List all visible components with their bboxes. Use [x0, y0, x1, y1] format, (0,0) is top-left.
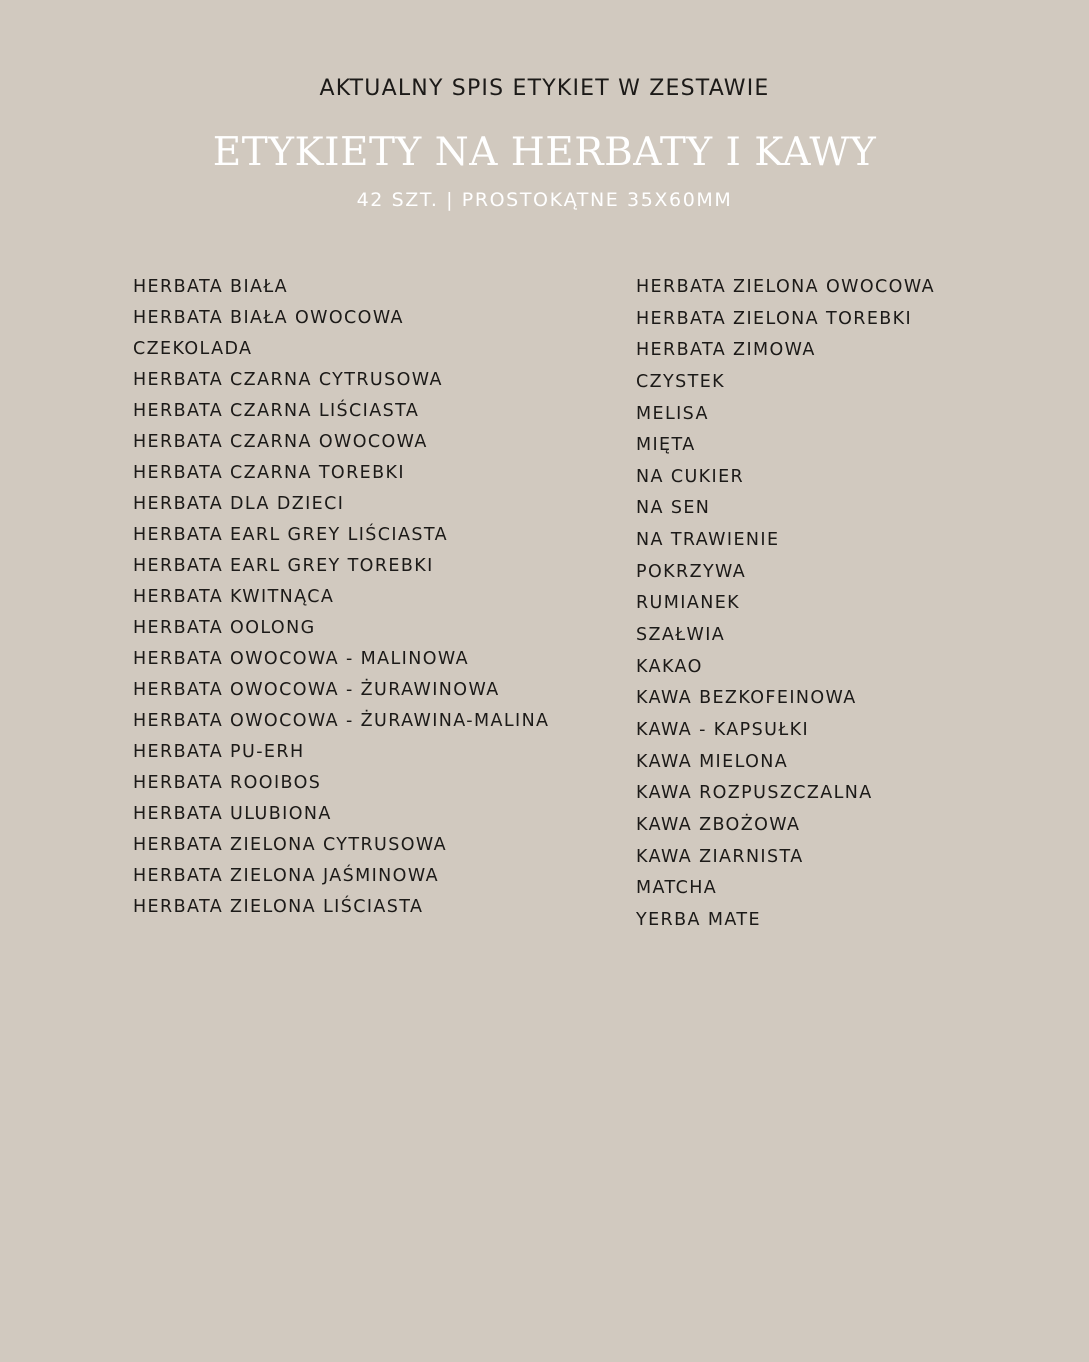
list-item: HERBATA CZARNA TOREBKI [133, 463, 405, 483]
list-item: HERBATA OWOCOWA - ŻURAWINOWA [133, 680, 500, 700]
list-item: HERBATA CZARNA CYTRUSOWA [133, 370, 443, 390]
list-item: KAWA BEZKOFEINOWA [636, 688, 857, 709]
list-item: MELISA [636, 403, 709, 424]
list-item: MATCHA [636, 878, 718, 899]
list-item: CZEKOLADA [133, 339, 253, 359]
list-item: MIĘTA [636, 435, 696, 456]
list-item: CZYSTEK [636, 371, 726, 392]
list-item: KAWA ZIARNISTA [636, 846, 804, 867]
list-item: NA TRAWIENIE [636, 530, 780, 551]
list-item: HERBATA PU-ERH [133, 742, 305, 762]
list-item: HERBATA EARL GREY LIŚCIASTA [133, 525, 448, 545]
list-item: HERBATA ZIELONA JAŚMINOWA [133, 866, 439, 886]
list-item: HERBATA CZARNA OWOCOWA [133, 432, 428, 452]
list-item: HERBATA EARL GREY TOREBKI [133, 556, 434, 576]
list-item: HERBATA BIAŁA [133, 277, 289, 297]
list-item: NA CUKIER [636, 466, 745, 487]
list-item: HERBATA ULUBIONA [133, 804, 332, 824]
list-item: HERBATA ZIMOWA [636, 340, 816, 361]
list-item: HERBATA ZIELONA LIŚCIASTA [133, 897, 424, 917]
list-item: HERBATA ZIELONA TOREBKI [636, 308, 913, 329]
list-item: HERBATA BIAŁA OWOCOWA [133, 308, 404, 328]
page-subtitle: AKTUALNY SPIS ETYKIET W ZESTAWIE [319, 76, 770, 101]
list-item: HERBATA DLA DZIECI [133, 494, 345, 514]
list-item: KAKAO [636, 656, 703, 677]
list-item: HERBATA CZARNA LIŚCIASTA [133, 401, 420, 421]
list-item: HERBATA OOLONG [133, 618, 316, 638]
list-item: HERBATA OWOCOWA - ŻURAWINA-MALINA [133, 711, 550, 731]
list-item: SZAŁWIA [636, 625, 726, 646]
product-details: 42 SZT. | PROSTOKĄTNE 35X60MM [356, 189, 733, 211]
list-item: YERBA MATE [636, 909, 761, 930]
list-item: NA SEN [636, 498, 711, 519]
list-item: KAWA MIELONA [636, 751, 789, 772]
list-item: POKRZYWA [636, 561, 747, 582]
list-item: KAWA ROZPUSZCZALNA [636, 783, 873, 804]
list-item: KAWA - KAPSUŁKI [636, 719, 810, 740]
list-item: RUMIANEK [636, 593, 741, 614]
list-item: HERBATA ZIELONA OWOCOWA [636, 277, 935, 297]
list-item: HERBATA KWITNĄCA [133, 587, 335, 607]
list-item: HERBATA OWOCOWA - MALINOWA [133, 649, 470, 669]
list-item: KAWA ZBOŻOWA [636, 814, 801, 835]
label-list-right [636, 273, 935, 937]
list-item: HERBATA ROOIBOS [133, 773, 322, 793]
page-title: ETYKIETY NA HERBATY I KAWY [212, 130, 877, 175]
list-item: HERBATA ZIELONA CYTRUSOWA [133, 835, 448, 855]
label-list-left [133, 273, 549, 924]
